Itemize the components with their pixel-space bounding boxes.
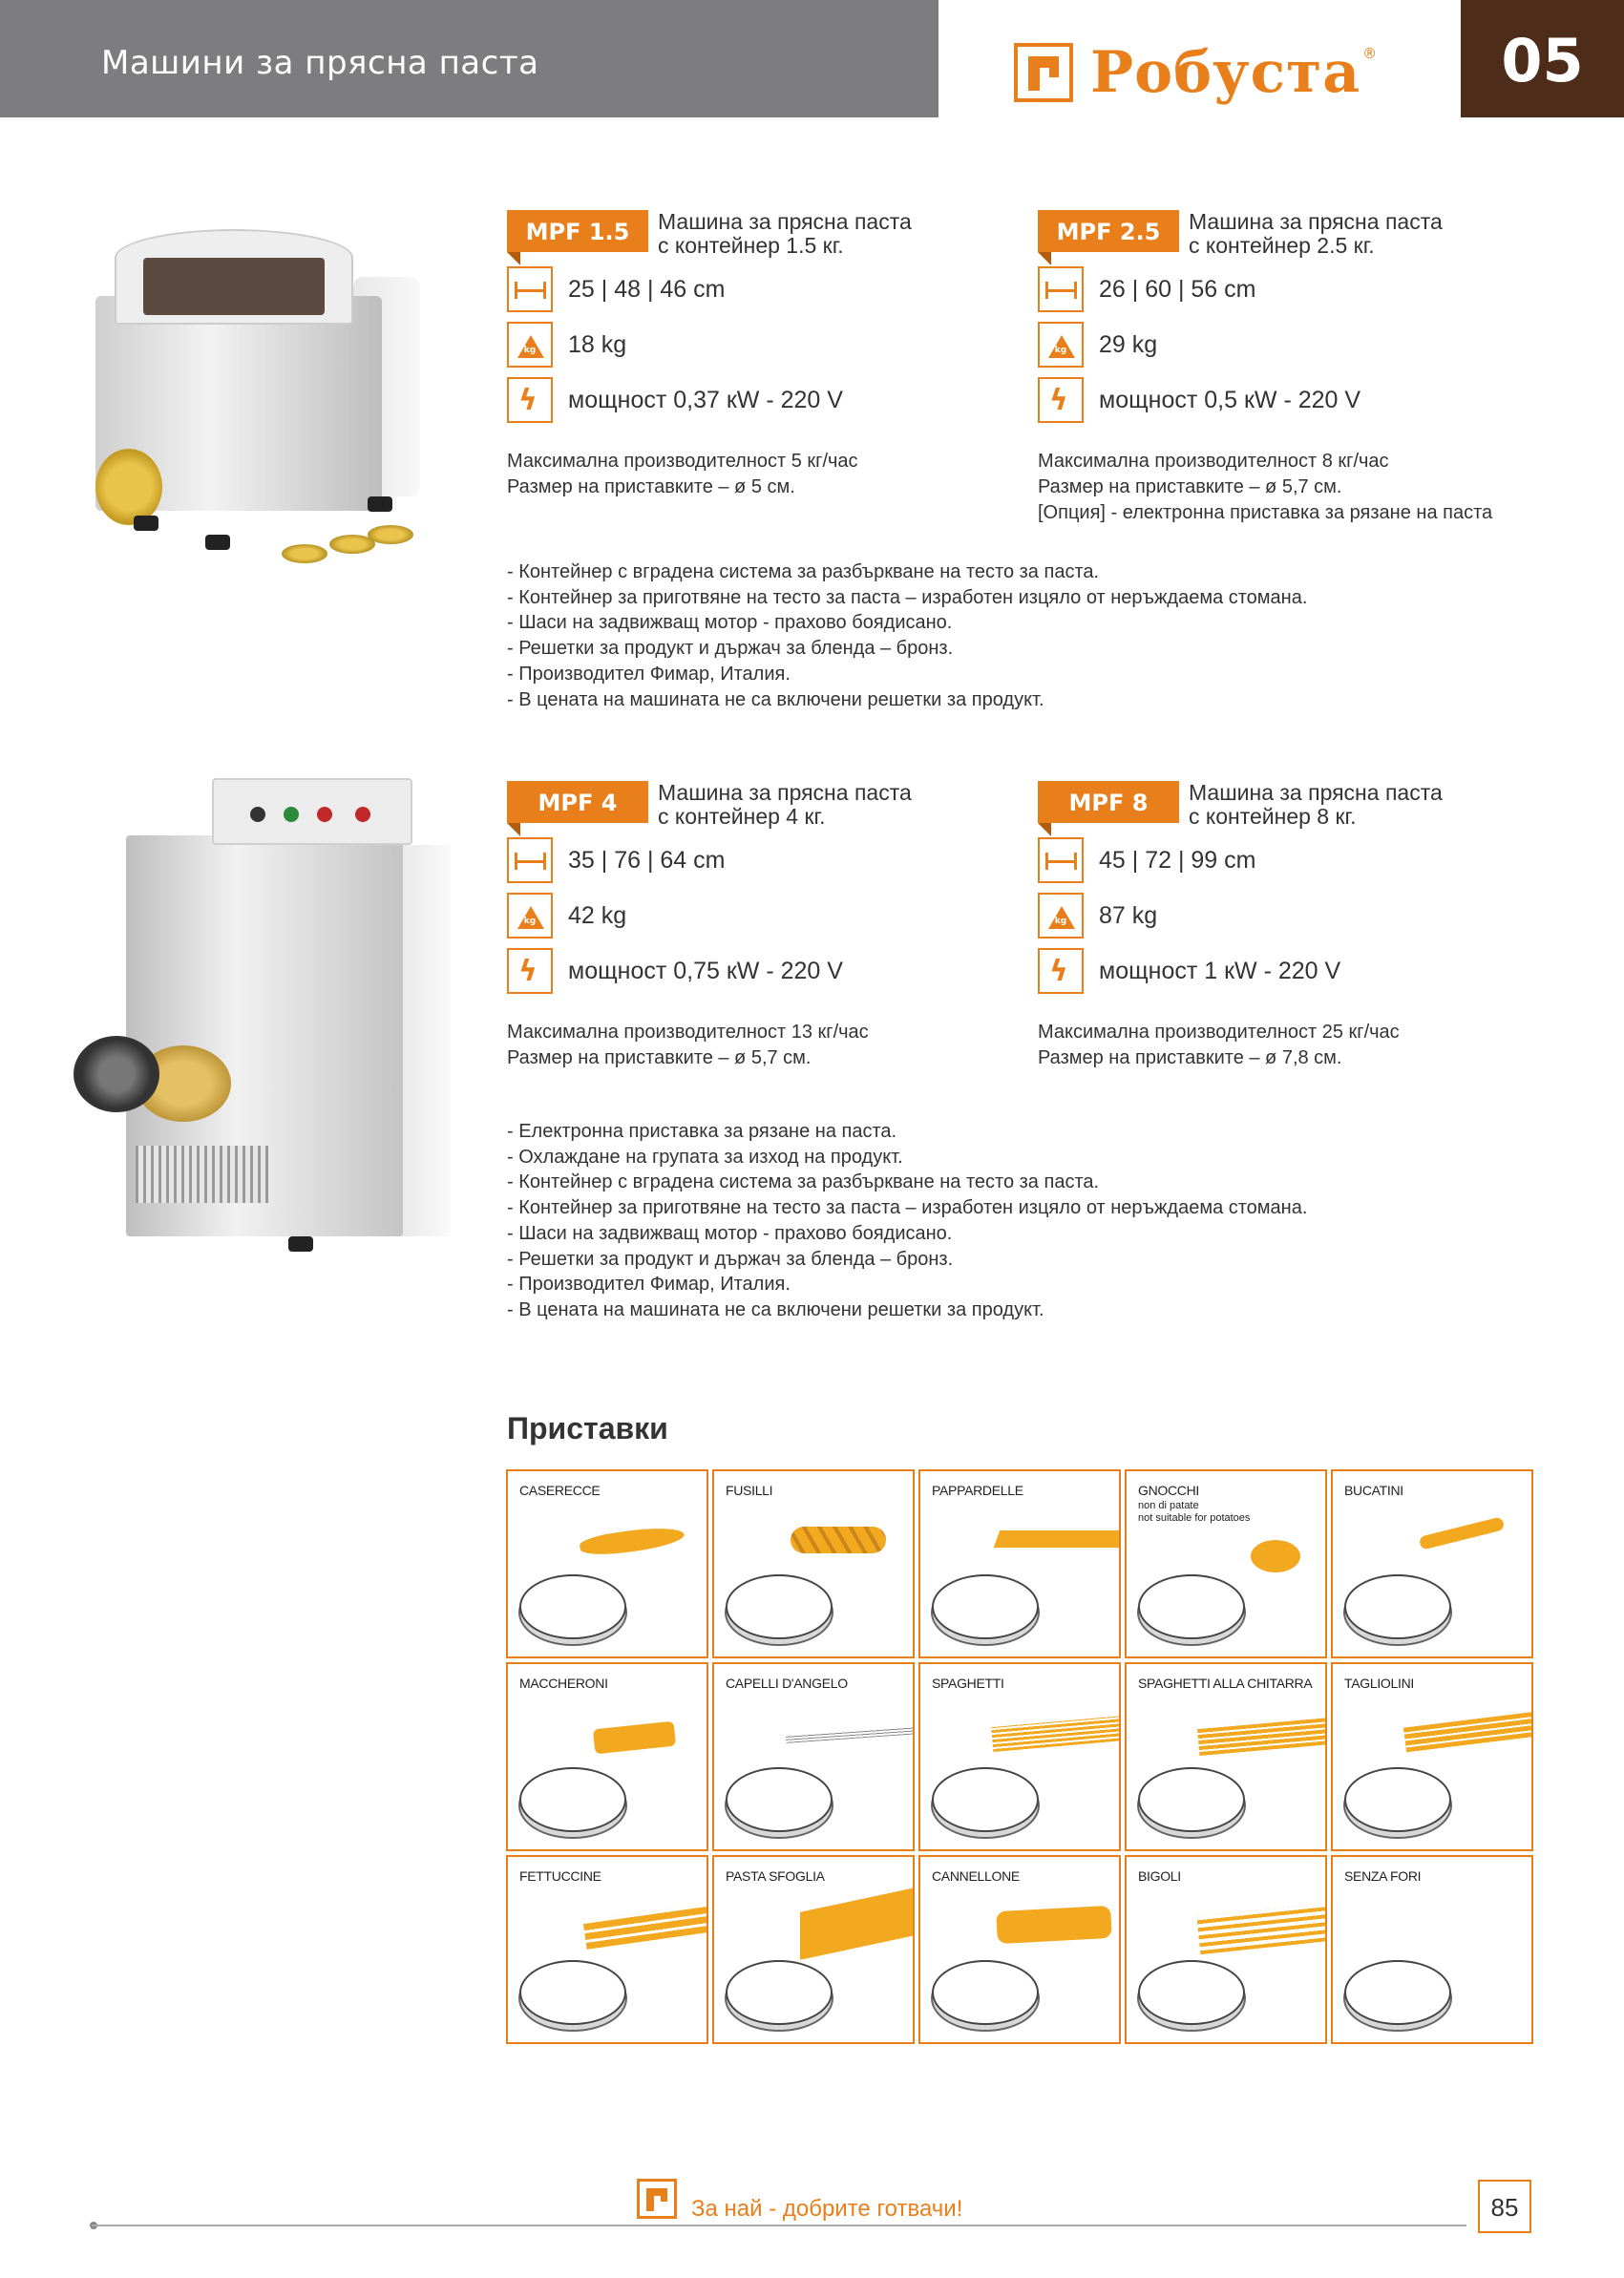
product-notes: Максимална производителност 8 кг/час Размер на приставките – ø 5,7 см. [Опция] - електронна приставка за рязане на паста: [1038, 451, 1493, 523]
die-plate-icon: [1138, 1960, 1245, 2025]
product-title: Машина за прясна паста с контейнер 4 кг.: [658, 780, 912, 829]
product-photo-mpf-large: [69, 778, 460, 1255]
features-list-1: - Контейнер с вградена система за разбъркване на тесто за паста. - Контейнер за приготвяне на тесто за паста – изработен изцяло от неръждаема стомана. - Шаси на задвижващ мотор - прахово боядисано. - Решетки за продукт и държач за бленда – бронз. - Производител Фимар, Италия. - В цената на машината не са включени решетки за продукт.: [507, 561, 1308, 710]
pasta-shape-icon: [583, 1904, 708, 1950]
model-badge: MPF 1.5: [507, 210, 648, 252]
spec-power: ϟ мощност 0,37 кW - 220 V: [507, 376, 1023, 424]
footer-logo-icon: [637, 2179, 677, 2219]
spec-dimensions: 35 | 76 | 64 cm: [507, 836, 1023, 884]
attachments-grid: [506, 1469, 1533, 2044]
product-notes: Максимална производителност 13 кг/час Размер на приставките – ø 5,7 см.: [507, 1022, 869, 1068]
product-photo-mpf-small: [57, 210, 458, 573]
attachment-pasta-sfoglia: PASTA SFOGLIA: [712, 1855, 915, 2044]
spec-weight: kg 87 kg: [1038, 892, 1553, 939]
attachment-fettuccine: FETTUCCINE: [506, 1855, 708, 2044]
attachment-cannellone: CANNELLONE: [918, 1855, 1121, 2044]
pasta-shape-icon: [996, 1906, 1112, 1944]
attachment-bucatini: BUCATINI: [1331, 1469, 1533, 1658]
die-plate-icon: [519, 1574, 626, 1639]
attachment-tagliolini: TAGLIOLINI: [1331, 1662, 1533, 1851]
spec-power: ϟ мощност 0,75 кW - 220 V: [507, 947, 1023, 995]
spec-dimensions: 26 | 60 | 56 cm: [1038, 265, 1553, 313]
pasta-shape-icon: [786, 1726, 915, 1743]
product-mpf-8: [1038, 781, 1553, 1071]
pasta-shape-icon: [579, 1523, 685, 1558]
product-title: Машина за прясна паста с контейнер 8 кг.: [1189, 780, 1443, 829]
model-badge: MPF 8: [1038, 781, 1179, 823]
weight-icon: kg: [1038, 893, 1084, 939]
section-title: Машини за прясна паста: [101, 44, 539, 82]
brand-logo-icon: [1014, 43, 1073, 102]
attachment-caserecce: CASERECCE: [506, 1469, 708, 1658]
spec-weight: kg 42 kg: [507, 892, 1023, 939]
product-mpf-2-5: [1038, 210, 1553, 526]
pasta-shape-icon: [800, 1888, 915, 1960]
registered-mark: ®: [1362, 45, 1378, 62]
spec-power: ϟ мощност 0,5 кW - 220 V: [1038, 376, 1553, 424]
brand-logo: [1014, 41, 1377, 104]
die-plate-icon: [1344, 1767, 1451, 1832]
attachment-spaghetti-alla-chitarra: SPAGHETTI ALLA CHITARRA: [1125, 1662, 1327, 1851]
dimensions-icon: [507, 837, 553, 883]
die-plate-icon: [726, 1767, 833, 1832]
page-number: 85: [1478, 2180, 1531, 2233]
pasta-shape-icon: [991, 1716, 1121, 1752]
dimensions-icon: [1038, 266, 1084, 312]
die-plate-icon: [932, 1960, 1039, 2025]
power-icon: ϟ: [1038, 377, 1084, 423]
power-icon: ϟ: [507, 948, 553, 994]
attachment-maccheroni: MACCHERONI: [506, 1662, 708, 1851]
attachment-capelli-d-angelo: CAPELLI D'ANGELO: [712, 1662, 915, 1851]
spec-dimensions: 45 | 72 | 99 cm: [1038, 836, 1553, 884]
brand-name: Робуста: [1090, 39, 1361, 106]
attachment-senza-fori: SENZA FORI: [1331, 1855, 1533, 2044]
die-plate-icon: [1344, 1574, 1451, 1639]
die-plate-icon: [1344, 1960, 1451, 2025]
model-badge: MPF 4: [507, 781, 648, 823]
spec-dimensions: 25 | 48 | 46 cm: [507, 265, 1023, 313]
spec-power: ϟ мощност 1 кW - 220 V: [1038, 947, 1553, 995]
die-plate-icon: [932, 1574, 1039, 1639]
pasta-shape-icon: [1196, 1903, 1327, 1954]
attachment-spaghetti: SPAGHETTI: [918, 1662, 1121, 1851]
die-plate-icon: [932, 1767, 1039, 1832]
attachment-bigoli: BIGOLI: [1125, 1855, 1327, 2044]
die-plate-icon: [1138, 1574, 1245, 1639]
die-plate-icon: [726, 1960, 833, 2025]
weight-icon: kg: [1038, 322, 1084, 368]
product-notes: Максимална производителност 5 кг/час Размер на приставките – ø 5 см.: [507, 451, 858, 497]
product-mpf-1-5: [507, 210, 1023, 500]
footer-divider: [92, 2225, 1466, 2226]
footer-slogan: За най - добрите готвачи!: [691, 2196, 963, 2222]
pasta-shape-icon: [1197, 1718, 1327, 1756]
attachment-gnocchi: GNOCCHI non di patate not suitable for potatoes: [1125, 1469, 1327, 1658]
weight-icon: kg: [507, 893, 553, 939]
die-plate-icon: [519, 1960, 626, 2025]
dimensions-icon: [507, 266, 553, 312]
dimensions-icon: [1038, 837, 1084, 883]
product-mpf-4: [507, 781, 1023, 1071]
spec-weight: kg 29 kg: [1038, 321, 1553, 369]
die-plate-icon: [1138, 1767, 1245, 1832]
pasta-shape-icon: [791, 1527, 886, 1553]
pasta-shape-icon: [1419, 1516, 1506, 1550]
die-plate-icon: [726, 1574, 833, 1639]
die-plate-icon: [519, 1767, 626, 1832]
weight-icon: kg: [507, 322, 553, 368]
spec-weight: kg 18 kg: [507, 321, 1023, 369]
section-number: 05: [1461, 0, 1624, 117]
attachment-pappardelle: PAPPARDELLE: [918, 1469, 1121, 1658]
model-badge: MPF 2.5: [1038, 210, 1179, 252]
pasta-shape-icon: [994, 1530, 1121, 1548]
product-notes: Максимална производителност 25 кг/час Размер на приставките – ø 7,8 см.: [1038, 1022, 1400, 1068]
pasta-shape-icon: [1403, 1712, 1533, 1753]
attachment-fusilli: FUSILLI: [712, 1469, 915, 1658]
power-icon: ϟ: [507, 377, 553, 423]
attachments-title: Приставки: [507, 1411, 668, 1445]
pasta-shape-icon: [593, 1721, 676, 1755]
pasta-shape-icon: [1251, 1540, 1300, 1572]
features-list-2: - Електронна приставка за рязане на паста. - Охлаждане на групата за изход на продукт. - Контейнер с вградена система за разбъркване на тесто за паста. - Контейнер за приготвяне на тесто за паста – изработен изцяло от неръждаема стомана. - Шаси на задвижващ мотор - прахово боядисано. - Решетки за продукт и държач за бленда – бронз. - Производител Фимар, Италия. - В цената на машината не са включени решетки за продукт.: [507, 1121, 1308, 1320]
product-title: Машина за прясна паста с контейнер 2.5 кг.: [1189, 209, 1443, 258]
product-title: Машина за прясна паста с контейнер 1.5 кг.: [658, 209, 912, 258]
power-icon: ϟ: [1038, 948, 1084, 994]
